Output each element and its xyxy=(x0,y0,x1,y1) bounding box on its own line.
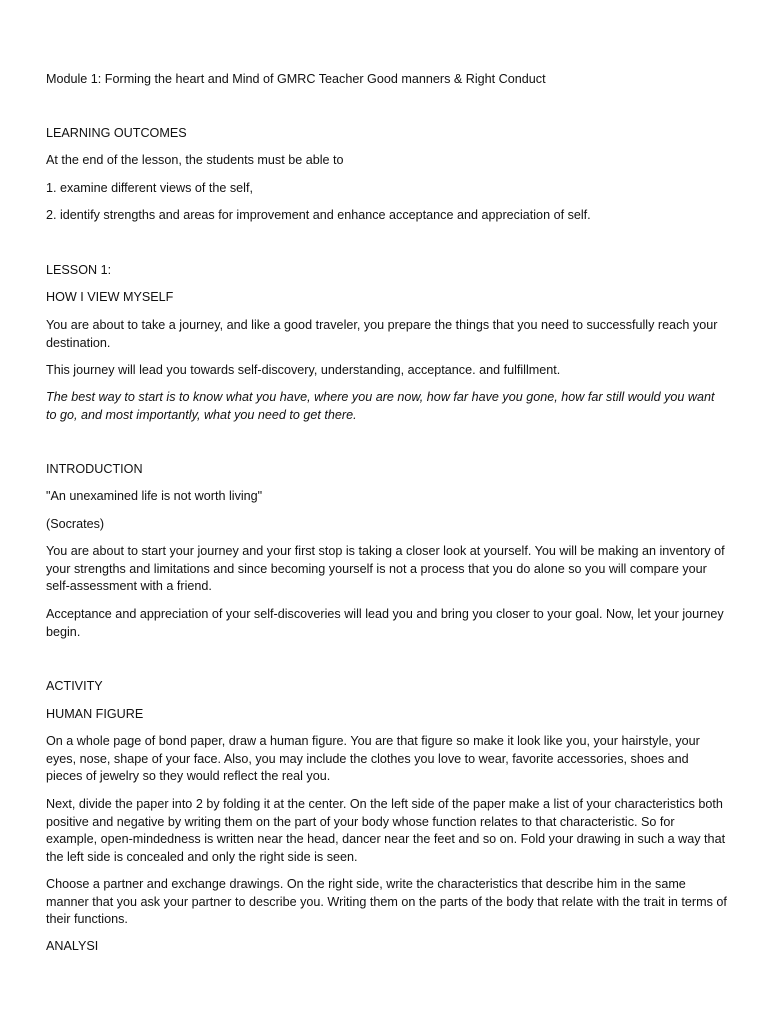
introduction-paragraph-2: Acceptance and appreciation of your self-discoveries will lead you and bring you closer to your goal. Now, let your journey begin. xyxy=(46,607,724,639)
learning-outcomes-intro: At the end of the lesson, the students must be able to xyxy=(46,153,344,167)
analysis-heading: ANALYSI xyxy=(46,939,99,953)
activity-paragraph-2: Next, divide the paper into 2 by folding it at the center. On the left side of the paper make a list of your characteristics both positive and negative by writing them on the part of your body whose function relates to that characteristic. So for example, open-mindedness is written near the head, dancer near the feet and so on. Fold your drawing in such a way that the left side is concealed and only the right side is seen. xyxy=(46,797,726,864)
learning-outcomes-heading: LEARNING OUTCOMES xyxy=(46,126,187,140)
activity-paragraph-1: On a whole page of bond paper, draw a human figure. You are that figure so make it look like you, your hairstyle, your eyes, nose, shape of your face. Also, you may include the clothes you love to wear, favorite accessories, shoes and pieces of jewelry so they would reflect the real you. xyxy=(46,734,700,784)
learning-outcome-item-2: 2. identify strengths and areas for improvement and enhance acceptance and appreciation of self. xyxy=(46,208,591,222)
introduction-paragraph-1: You are about to start your journey and your first stop is taking a closer look at yourself. You will be making an inventory of your strengths and limitations and since becoming yourself is not a process that you do alone so you will compare your self-assessment with a friend. xyxy=(46,544,725,594)
learning-outcome-item-1: 1. examine different views of the self, xyxy=(46,181,253,195)
module-title: Module 1: Forming the heart and Mind of GMRC Teacher Good manners & Right Conduct xyxy=(46,72,546,86)
lesson-paragraph-3-italic: The best way to start is to know what you have, where you are now, how far have you gone, how far still would you want to go, and most importantly, what you need to get there. xyxy=(46,390,715,422)
introduction-heading: INTRODUCTION xyxy=(46,462,143,476)
activity-heading: ACTIVITY xyxy=(46,679,103,693)
lesson-paragraph-2: This journey will lead you towards self-discovery, understanding, acceptance. and fulfillment. xyxy=(46,363,561,377)
introduction-quote: "An unexamined life is not worth living" xyxy=(46,489,263,503)
activity-paragraph-3: Choose a partner and exchange drawings. On the right side, write the characteristics that describe him in the same manner that you ask your partner to describe you. Writing them on the parts of the body that relate with the trait in terms of their functions. xyxy=(46,877,727,927)
lesson-paragraph-1: You are about to take a journey, and like a good traveler, you prepare the things that you need to successfully reach your destination. xyxy=(46,318,718,350)
activity-title: HUMAN FIGURE xyxy=(46,707,144,721)
introduction-attribution: (Socrates) xyxy=(46,517,105,531)
lesson-label: LESSON 1: xyxy=(46,263,112,277)
lesson-title: HOW I VIEW MYSELF xyxy=(46,290,174,304)
